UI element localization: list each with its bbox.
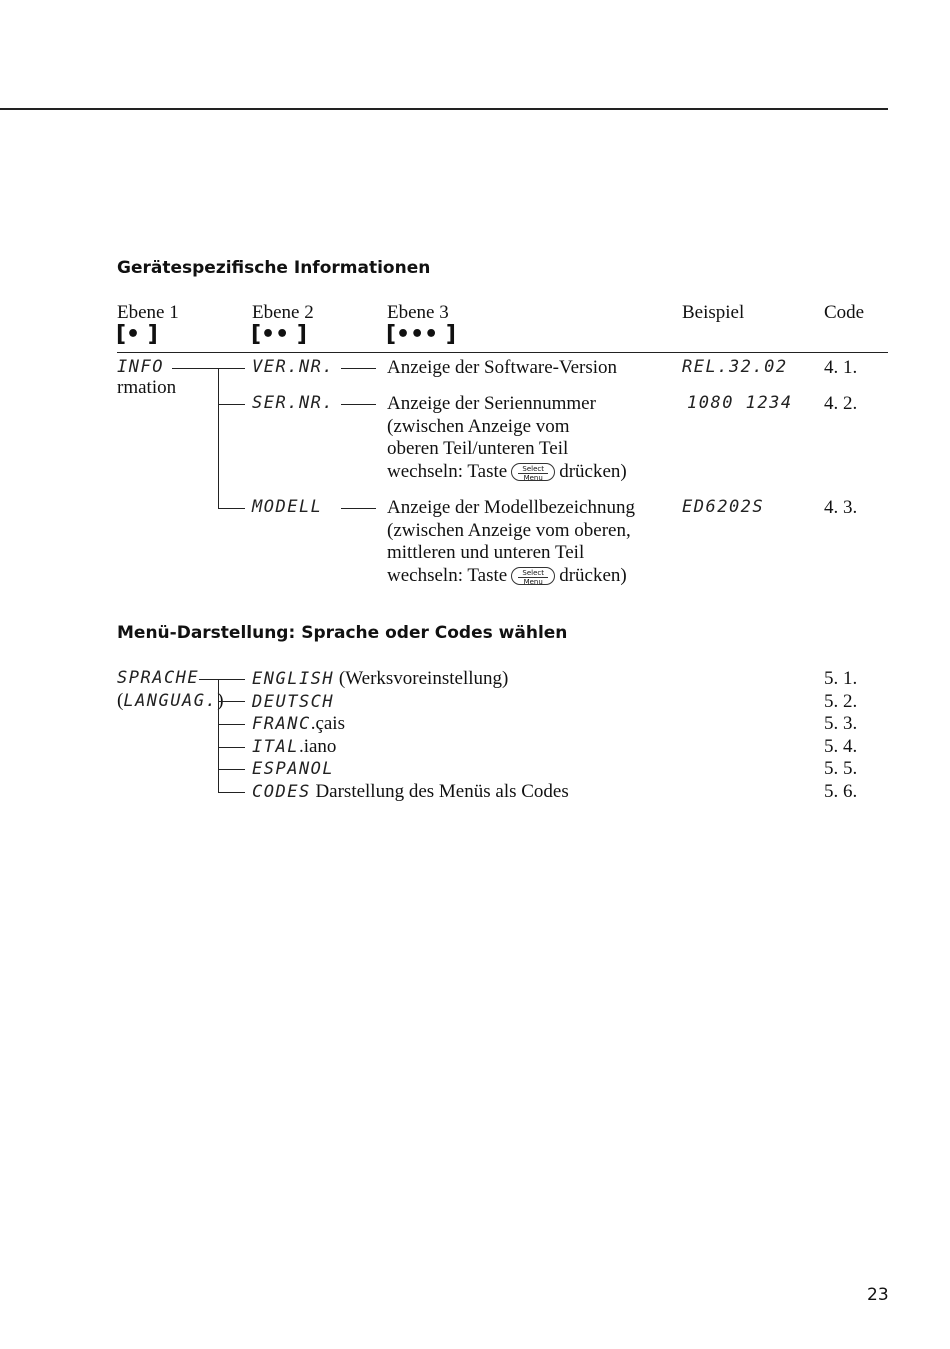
sprache-display: SPRACHE <box>117 668 200 688</box>
level1-marker: [• ] <box>116 322 158 347</box>
ver-nr-code: 4. 1. <box>824 357 858 378</box>
ser-nr-desc-4 <box>387 461 627 484</box>
ser-nr-desc-3: oberen Teil/unteren Teil <box>387 438 569 459</box>
header-example: Beispiel <box>682 302 745 323</box>
lang-italiano: ITAL.iano <box>252 735 337 757</box>
tree-connector <box>218 404 245 405</box>
tree-connector <box>218 701 245 702</box>
lang-francais: FRANC.çais <box>252 713 345 734</box>
tree-connector <box>199 679 245 680</box>
level3-marker: [••• ] <box>386 322 456 347</box>
row-connector <box>341 368 376 369</box>
ser-nr-code: 4. 2. <box>824 393 858 414</box>
header-level3: Ebene 3 <box>387 302 449 323</box>
ser-nr-desc-1: Anzeige der Seriennummer <box>387 393 596 414</box>
ver-nr-example: REL.32.02 <box>682 357 788 377</box>
modell-code: 4. 3. <box>824 497 858 518</box>
section-title-device-info: Gerätespezifische Informationen <box>117 258 431 278</box>
modell-desc-3: mittleren und unteren Teil <box>387 542 585 563</box>
section-title-language: Menü-Darstellung: Sprache oder Codes wählen <box>117 623 568 643</box>
select-menu-key-icon: Select Menu <box>511 567 555 585</box>
tree-connector <box>218 747 245 748</box>
level2-marker: [•• ] <box>251 322 307 347</box>
top-rule <box>0 108 888 110</box>
info-display: INFO <box>117 357 164 377</box>
languag-display: (LANGUAG. <box>117 690 218 711</box>
modell-desc-2: (zwischen Anzeige vom oberen, <box>387 519 631 541</box>
tree-trunk <box>218 679 219 793</box>
modell-desc-4-post: drücken) <box>559 564 627 586</box>
modell-display: MODELL <box>252 497 323 517</box>
lang-english: ENGLISH (Werksvoreinstellung) <box>252 668 509 689</box>
lang-francais-code: 5. 3. <box>824 713 858 734</box>
tree-connector <box>218 769 245 770</box>
lang-codes: CODES Darstellung des Menüs als Codes <box>252 780 569 802</box>
ver-nr-desc: Anzeige der Software-Version <box>387 357 618 378</box>
lang-deutsch: DEUTSCH <box>252 691 335 712</box>
lang-espanol: ESPANOL <box>252 759 335 779</box>
lang-espanol-code: 5. 5. <box>824 758 858 779</box>
ser-nr-example: 1080 1234 <box>687 393 793 413</box>
row-connector <box>341 404 376 405</box>
ser-nr-desc-4-pre: wechseln: Taste <box>387 460 508 482</box>
modell-example: ED6202S <box>682 497 765 517</box>
tree-connector <box>218 724 245 725</box>
lang-italiano-code: 5. 4. <box>824 735 858 757</box>
lang-codes-code: 5. 6. <box>824 780 858 802</box>
select-menu-key-icon: Select Menu <box>511 463 555 481</box>
ser-nr-desc-4-post: drücken) <box>559 460 627 482</box>
lang-english-code: 5. 1. <box>824 668 858 689</box>
ser-nr-desc-2: (zwischen Anzeige vom <box>387 415 570 437</box>
modell-desc-4 <box>387 565 627 588</box>
header-code: Code <box>824 302 865 323</box>
header-rule <box>117 352 888 353</box>
tree-connector <box>218 792 245 793</box>
info-suffix: rmation <box>117 377 177 398</box>
header-level2: Ebene 2 <box>252 302 314 323</box>
header-level1: Ebene 1 <box>117 302 179 323</box>
tree-connector <box>172 368 245 369</box>
tree-trunk <box>218 368 219 509</box>
lang-deutsch-code: 5. 2. <box>824 690 858 712</box>
ser-nr-display: SER.NR. <box>252 393 335 413</box>
modell-desc-1: Anzeige der Modellbezeichnung <box>387 497 635 518</box>
page-number: 23 <box>867 1285 889 1305</box>
row-connector <box>341 508 376 509</box>
tree-connector <box>218 508 245 509</box>
modell-desc-4-pre: wechseln: Taste <box>387 564 508 586</box>
ver-nr-display: VER.NR. <box>252 357 335 377</box>
